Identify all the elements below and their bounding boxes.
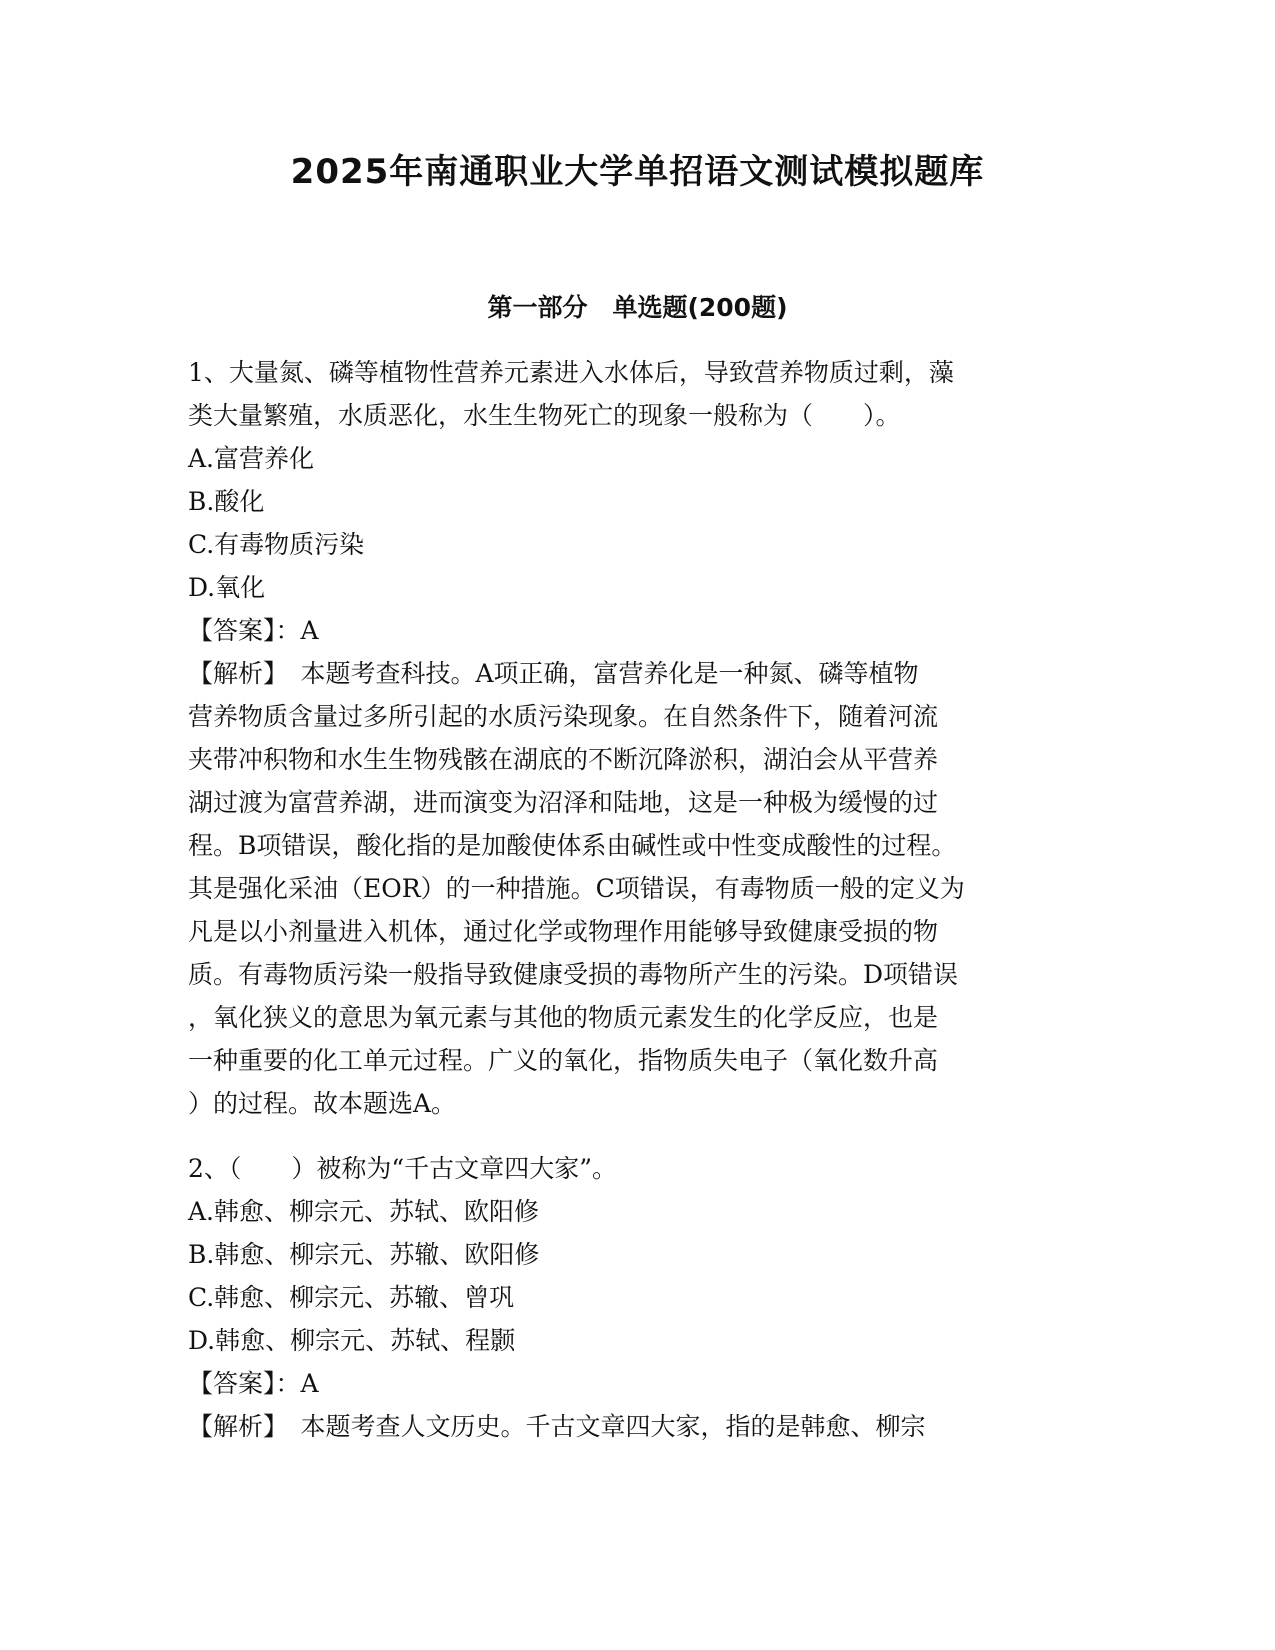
option-b: B.酸化 bbox=[188, 487, 265, 516]
question-stem-line: 2、（ ）被称为“千古文章四大家”。 bbox=[188, 1154, 617, 1183]
analysis-line: 程。B项错误，酸化指的是加酸使体系由碱性或中性变成酸性的过程。 bbox=[188, 831, 957, 860]
question-spacer bbox=[188, 1125, 1088, 1147]
question-1 bbox=[188, 351, 1088, 1125]
option-d: D.氧化 bbox=[188, 573, 266, 602]
analysis-line: 凡是以小剂量进入机体，通过化学或物理作用能够导致健康受损的物 bbox=[188, 917, 939, 946]
option-d: D.韩愈、柳宗元、苏轼、程颢 bbox=[188, 1326, 516, 1355]
analysis-line: 湖过渡为富营养湖，进而演变为沼泽和陆地，这是一种极为缓慢的过 bbox=[188, 788, 939, 817]
analysis-line: 营养物质含量过多所引起的水质污染现象。在自然条件下，随着河流 bbox=[188, 702, 939, 731]
question-list bbox=[188, 351, 1088, 1448]
option-a: A.富营养化 bbox=[188, 444, 315, 473]
option-b: B.韩愈、柳宗元、苏辙、欧阳修 bbox=[188, 1240, 540, 1269]
analysis-line: 【解析】 本题考查人文历史。千古文章四大家，指的是韩愈、柳宗 bbox=[188, 1412, 926, 1441]
analysis-line: 质。有毒物质污染一般指导致健康受损的毒物所产生的污染。D项错误 bbox=[188, 960, 959, 989]
answer-line: 【答案】：A bbox=[188, 1369, 319, 1398]
analysis-line: 【解析】 本题考查科技。A项正确，富营养化是一种氮、磷等植物 bbox=[188, 659, 919, 688]
analysis-line: ）的过程。故本题选A。 bbox=[188, 1089, 457, 1118]
document-title: 2025年南通职业大学单招语文测试模拟题库 bbox=[290, 152, 985, 192]
option-c: C.韩愈、柳宗元、苏辙、曾巩 bbox=[188, 1283, 515, 1312]
option-c: C.有毒物质污染 bbox=[188, 530, 365, 559]
analysis-line: ，氧化狭义的意思为氧元素与其他的物质元素发生的化学反应，也是 bbox=[188, 1003, 939, 1032]
analysis-line: 夹带冲积物和水生生物残骸在湖底的不断沉降淤积，湖泊会从平营养 bbox=[188, 745, 939, 774]
question-stem-line: 类大量繁殖，水质恶化，水生生物死亡的现象一般称为（ ）。 bbox=[188, 401, 901, 430]
analysis-line: 一种重要的化工单元过程。广义的氧化，指物质失电子（氧化数升高 bbox=[188, 1046, 939, 1075]
section-title: 第一部分 单选题(200题) bbox=[487, 293, 788, 322]
question-stem-line: 1、大量氮、磷等植物性营养元素进入水体后，导致营养物质过剩，藻 bbox=[188, 358, 954, 387]
analysis-line: 其是强化采油（EOR）的一种措施。C项错误，有毒物质一般的定义为 bbox=[188, 874, 965, 903]
answer-line: 【答案】：A bbox=[188, 616, 319, 645]
question-2 bbox=[188, 1147, 1088, 1448]
option-a: A.韩愈、柳宗元、苏轼、欧阳修 bbox=[188, 1197, 540, 1226]
